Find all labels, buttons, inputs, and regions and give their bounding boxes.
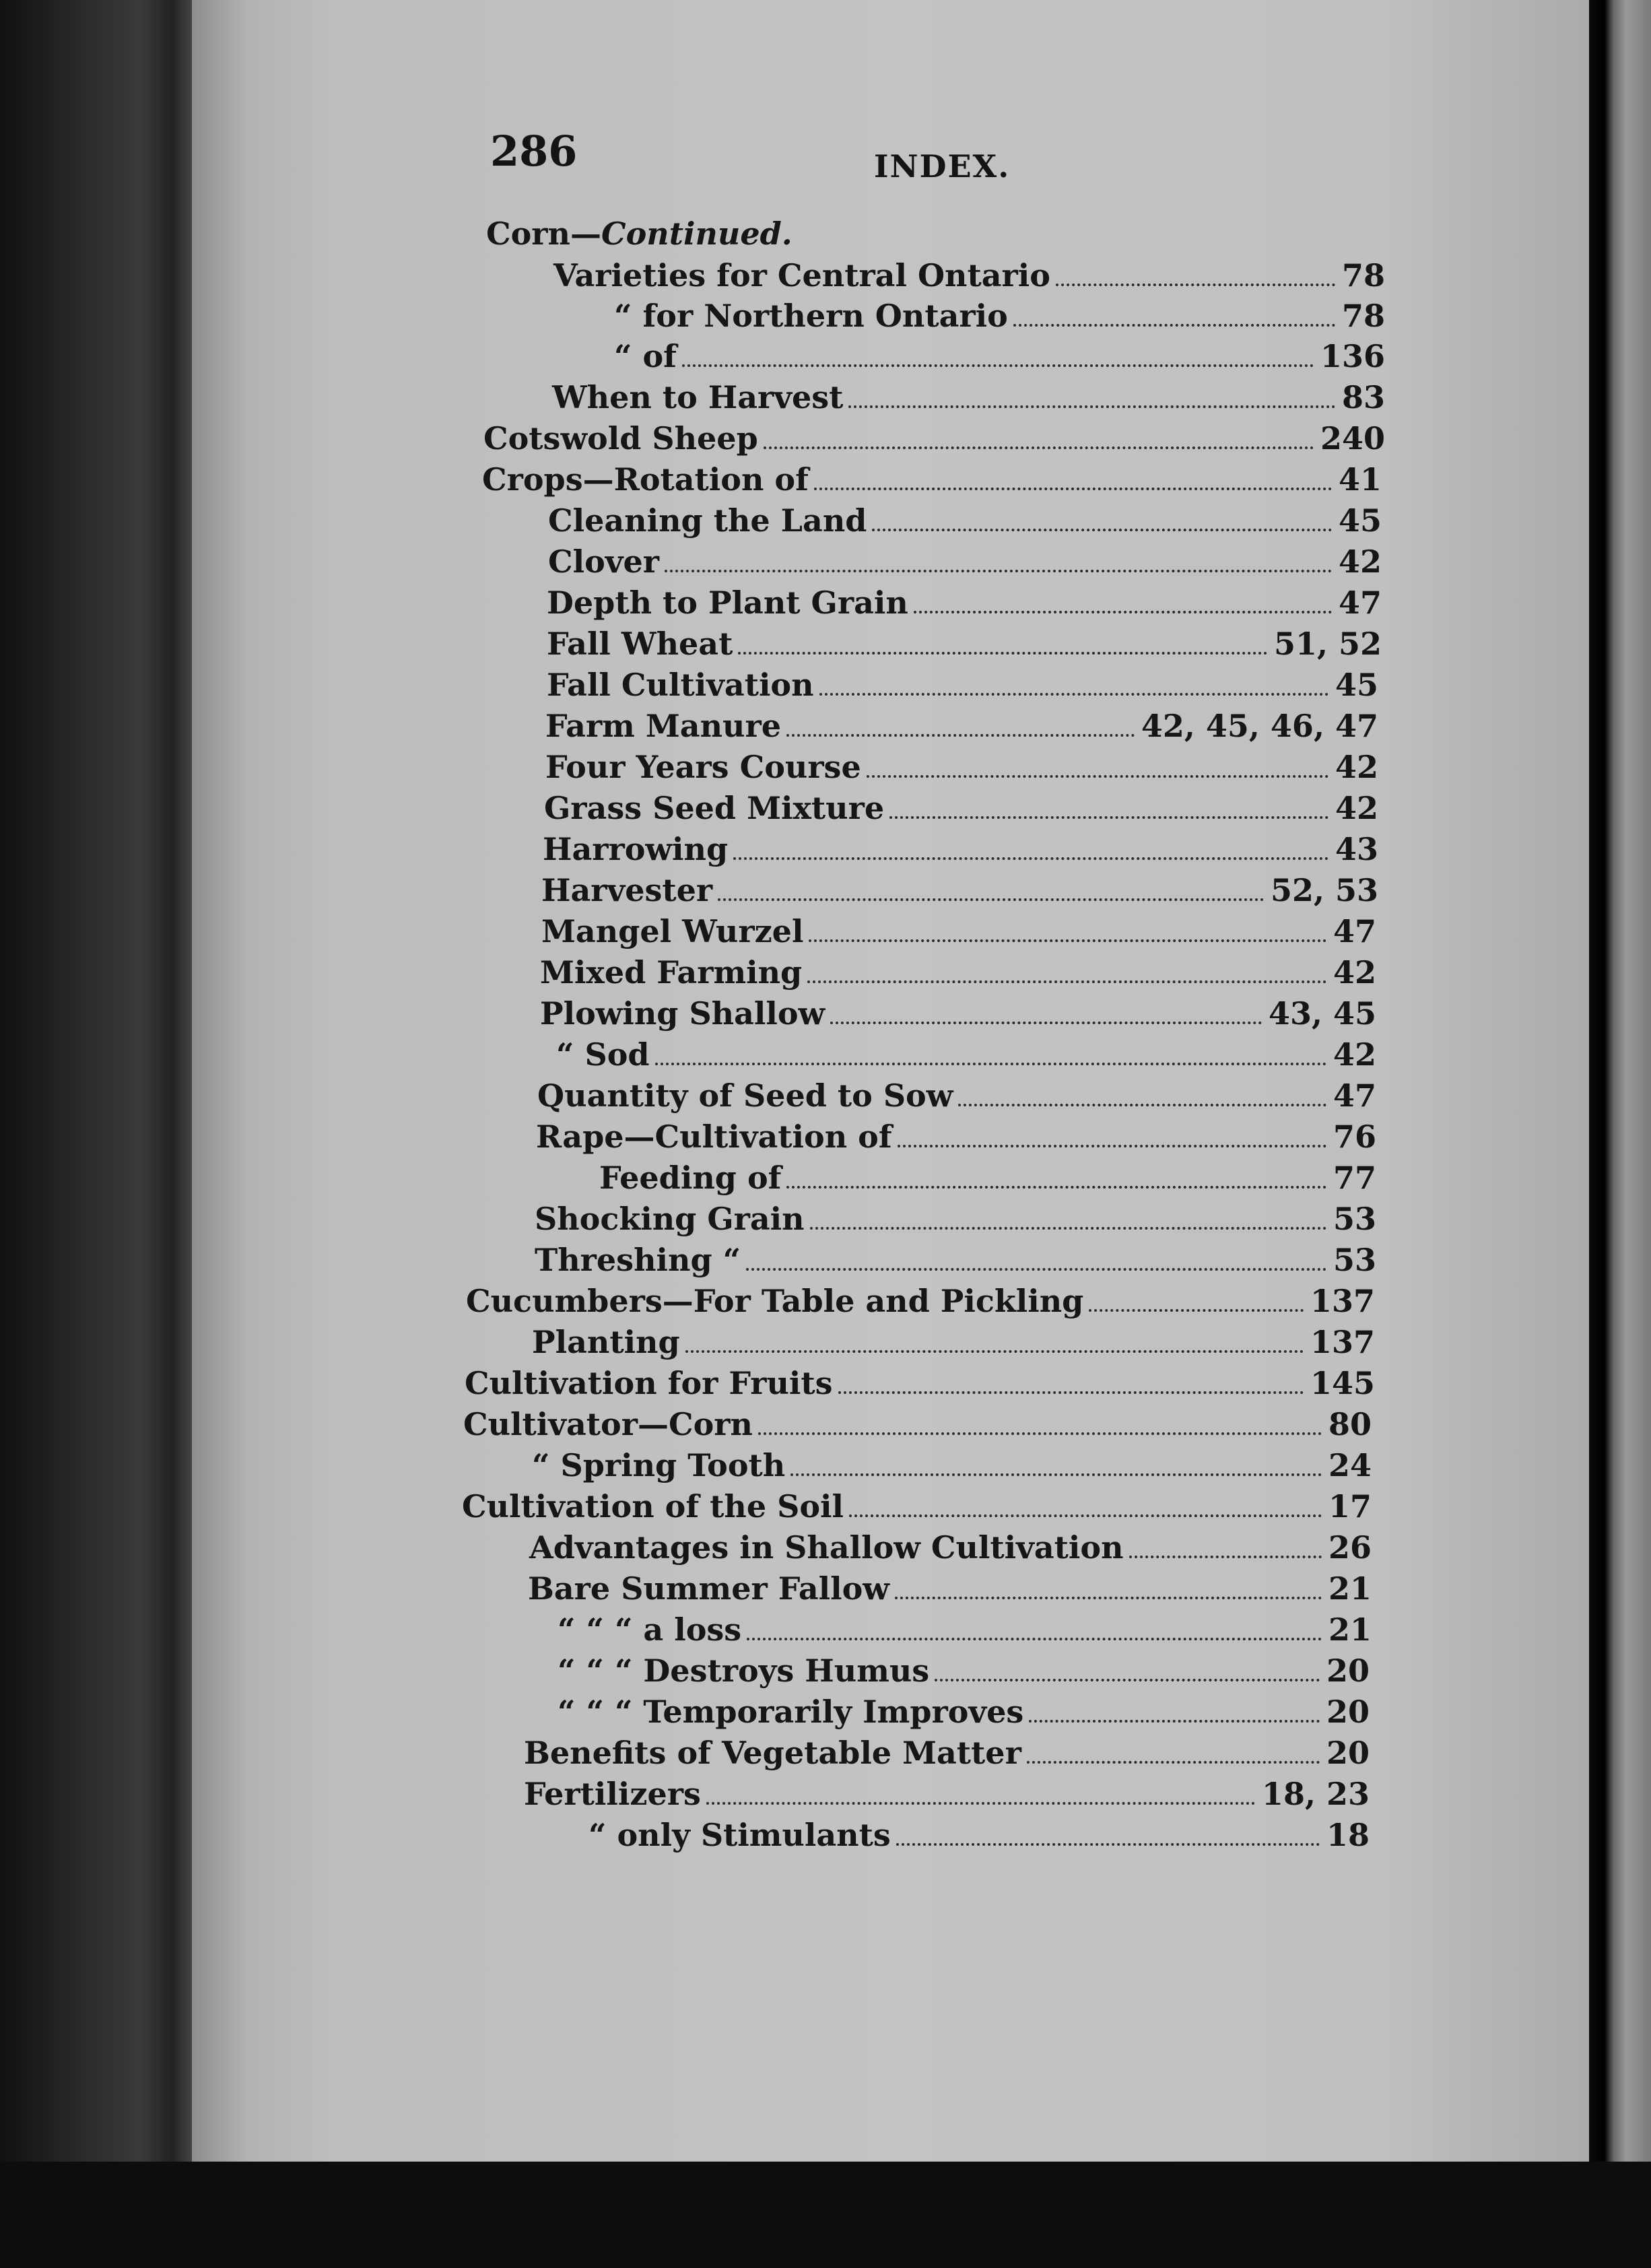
dot-leader	[914, 611, 1332, 613]
dot-leader	[758, 1432, 1322, 1435]
index-entry	[540, 995, 1376, 1037]
index-entry	[547, 626, 1382, 667]
entry-page: 42, 45, 46, 47	[1141, 708, 1378, 744]
book-binding-shadow	[0, 0, 202, 2268]
dot-leader	[665, 570, 1332, 572]
dot-leader	[706, 1802, 1255, 1805]
dot-leader	[1013, 324, 1335, 327]
index-entry	[529, 1529, 1372, 1571]
entry-label: “ of	[614, 338, 677, 374]
entry-page: 77	[1333, 1160, 1376, 1196]
dot-leader	[896, 1843, 1320, 1846]
entry-page: 18	[1326, 1817, 1370, 1853]
entry-page: 43, 45	[1268, 995, 1376, 1032]
entry-page: 24	[1328, 1447, 1372, 1483]
entry-label: Mangel Wurzel	[541, 913, 804, 949]
entry-page: 53	[1333, 1242, 1376, 1278]
entry-page: 41	[1338, 461, 1382, 498]
entry-page: 80	[1328, 1406, 1372, 1442]
entry-page: 17	[1328, 1488, 1372, 1525]
dot-leader	[935, 1679, 1320, 1681]
entry-label: Threshing “	[535, 1242, 741, 1278]
index-entry	[544, 790, 1378, 832]
index-entry	[524, 1776, 1370, 1817]
index-entry	[541, 913, 1376, 955]
entry-label: Cotswold Sheep	[483, 420, 758, 457]
index-entry	[535, 1242, 1376, 1283]
entry-page: 21	[1328, 1570, 1372, 1607]
index-entry	[545, 749, 1378, 791]
entry-page: 78	[1341, 257, 1385, 294]
index-entry	[466, 1283, 1375, 1325]
index-entry	[547, 585, 1382, 626]
dot-leader	[747, 1638, 1322, 1640]
index-entry	[614, 338, 1385, 380]
index-entry	[537, 1077, 1376, 1119]
dot-leader	[733, 857, 1328, 860]
index-entry	[465, 1365, 1375, 1407]
index-entry	[462, 1488, 1372, 1530]
entry-page: 21	[1328, 1611, 1372, 1648]
entry-page: 137	[1310, 1283, 1375, 1319]
entry-label: Farm Manure	[545, 708, 781, 744]
dot-leader	[786, 734, 1135, 737]
page-number: 286	[490, 127, 578, 176]
entry-label: Shocking Grain	[535, 1201, 805, 1237]
entry-page: 42	[1335, 790, 1378, 826]
entry-label: Plowing Shallow	[540, 995, 826, 1032]
entry-page: 20	[1326, 1694, 1370, 1730]
dot-leader	[655, 1063, 1326, 1065]
entry-label: Four Years Course	[545, 749, 861, 785]
entry-label: “ for Northern Ontario	[614, 298, 1008, 334]
dot-leader	[810, 1227, 1326, 1230]
index-entry	[588, 1817, 1370, 1859]
entry-label: Clover	[548, 543, 659, 580]
entry-label: Benefits of Vegetable Matter	[524, 1735, 1021, 1771]
index-entry	[535, 1201, 1376, 1242]
dot-leader	[746, 1268, 1326, 1271]
entry-label-continued: Continued.	[601, 215, 793, 252]
dot-leader	[809, 939, 1326, 942]
entry-page: 76	[1333, 1119, 1376, 1155]
index-entry	[552, 379, 1385, 421]
entry-label: “ Spring Tooth	[532, 1447, 786, 1483]
entry-label: Cleaning the Land	[548, 502, 867, 539]
dot-leader	[848, 405, 1335, 408]
dot-leader	[1029, 1720, 1320, 1723]
index-entry	[545, 708, 1378, 749]
index-entry	[553, 257, 1385, 299]
index-entry	[528, 1570, 1372, 1612]
entry-label: Corn—	[486, 215, 601, 252]
dot-leader	[790, 1473, 1322, 1476]
index-entry	[483, 420, 1385, 462]
dot-leader	[682, 364, 1314, 367]
entry-label: Mixed Farming	[540, 954, 803, 991]
index-entry	[541, 872, 1378, 914]
entry-label: Crops—Rotation of	[482, 461, 809, 498]
entry-label: Harrowing	[543, 831, 729, 867]
dot-leader	[807, 980, 1326, 983]
dot-leader	[872, 529, 1332, 531]
entry-label: Fall Wheat	[547, 626, 733, 662]
dot-leader	[1089, 1309, 1304, 1312]
entry-page: 83	[1341, 379, 1385, 415]
scan-bottom-border	[0, 2162, 1651, 2268]
index-entry	[558, 1653, 1370, 1694]
entry-page: 136	[1320, 338, 1385, 374]
index-entry	[532, 1447, 1372, 1489]
entry-label: Cultivator—Corn	[463, 1406, 753, 1442]
dot-leader	[786, 1186, 1326, 1189]
dot-leader	[1129, 1556, 1322, 1558]
entry-page: 42	[1335, 749, 1378, 785]
dot-leader	[718, 898, 1264, 901]
entry-page: 26	[1328, 1529, 1372, 1566]
dot-leader	[889, 816, 1328, 819]
dot-leader	[849, 1514, 1322, 1517]
entry-label: Grass Seed Mixture	[544, 790, 885, 826]
entry-page: 52, 53	[1270, 872, 1378, 908]
entry-label: “ “ “ a loss	[558, 1611, 742, 1648]
entry-page: 42	[1333, 954, 1376, 991]
entry-page: 47	[1333, 913, 1376, 949]
entry-page: 240	[1320, 420, 1385, 457]
dot-leader	[898, 1145, 1326, 1147]
index-entry	[614, 298, 1385, 339]
entry-page: 47	[1333, 1077, 1376, 1114]
entry-label: “ only Stimulants	[588, 1817, 891, 1853]
dot-leader	[685, 1350, 1304, 1353]
index-entry	[463, 1406, 1372, 1448]
entry-page: 20	[1326, 1653, 1370, 1689]
index-entry	[482, 461, 1382, 503]
entry-page: 53	[1333, 1201, 1376, 1237]
dot-leader	[764, 446, 1314, 449]
index-entry	[599, 1160, 1376, 1201]
entry-page: 20	[1326, 1735, 1370, 1771]
entry-page: 43	[1335, 831, 1378, 867]
entry-page: 47	[1338, 585, 1382, 621]
entry-label: Bare Summer Fallow	[528, 1570, 889, 1607]
index-entry	[536, 1119, 1376, 1160]
entry-page: 78	[1341, 298, 1385, 334]
entry-page: 45	[1338, 502, 1382, 539]
entry-label: Harvester	[541, 872, 713, 908]
entry-label: Fertilizers	[524, 1776, 701, 1812]
entry-label: “ “ “ Destroys Humus	[558, 1653, 930, 1689]
dot-leader	[958, 1104, 1326, 1106]
index-entry	[524, 1735, 1370, 1776]
entry-label: Depth to Plant Grain	[547, 585, 908, 621]
next-page-edge	[1589, 0, 1651, 2268]
entry-label: “ “ “ Temporarily Improves	[558, 1694, 1024, 1730]
dot-leader	[1056, 284, 1335, 286]
page-title: INDEX.	[874, 148, 1011, 185]
entry-label: Varieties for Central Ontario	[553, 257, 1050, 294]
entry-label: Planting	[532, 1324, 680, 1360]
entry-page: 145	[1310, 1365, 1375, 1401]
entry-label: Rape—Cultivation of	[536, 1119, 892, 1155]
index-entry	[540, 954, 1376, 996]
dot-leader	[838, 1391, 1304, 1394]
entry-page: 42	[1333, 1036, 1376, 1073]
index-entry	[532, 1324, 1375, 1366]
entry-page: 42	[1338, 543, 1382, 580]
entry-label: Fall Cultivation	[547, 667, 814, 703]
dot-leader	[830, 1022, 1262, 1024]
entry-label: Quantity of Seed to Sow	[537, 1077, 953, 1114]
dot-leader	[738, 652, 1267, 655]
dot-leader	[867, 775, 1328, 778]
index-entry	[558, 1611, 1372, 1653]
entry-page: 137	[1310, 1324, 1375, 1360]
index-entry	[486, 215, 1361, 257]
entry-label: Cucumbers—For Table and Pickling	[466, 1283, 1084, 1319]
entry-label: Cultivation of the Soil	[462, 1488, 844, 1525]
entry-page: 18, 23	[1261, 1776, 1370, 1812]
index-entry	[543, 831, 1378, 873]
entry-page: 45	[1335, 667, 1378, 703]
entry-label: When to Harvest	[552, 379, 844, 415]
entry-label: Feeding of	[599, 1160, 782, 1196]
dot-leader	[814, 488, 1332, 490]
dot-leader	[819, 693, 1328, 696]
entry-label: Advantages in Shallow Cultivation	[529, 1529, 1124, 1566]
dot-leader	[895, 1597, 1322, 1599]
dot-leader	[1027, 1761, 1320, 1764]
index-entry	[547, 667, 1378, 708]
index-entry	[548, 502, 1382, 544]
entry-label: “ Sod	[556, 1036, 650, 1073]
entry-page: 51, 52	[1273, 626, 1382, 662]
entry-label: Cultivation for Fruits	[465, 1365, 833, 1401]
index-entry	[548, 543, 1382, 585]
index-entry	[556, 1036, 1376, 1078]
index-entry	[558, 1694, 1370, 1735]
